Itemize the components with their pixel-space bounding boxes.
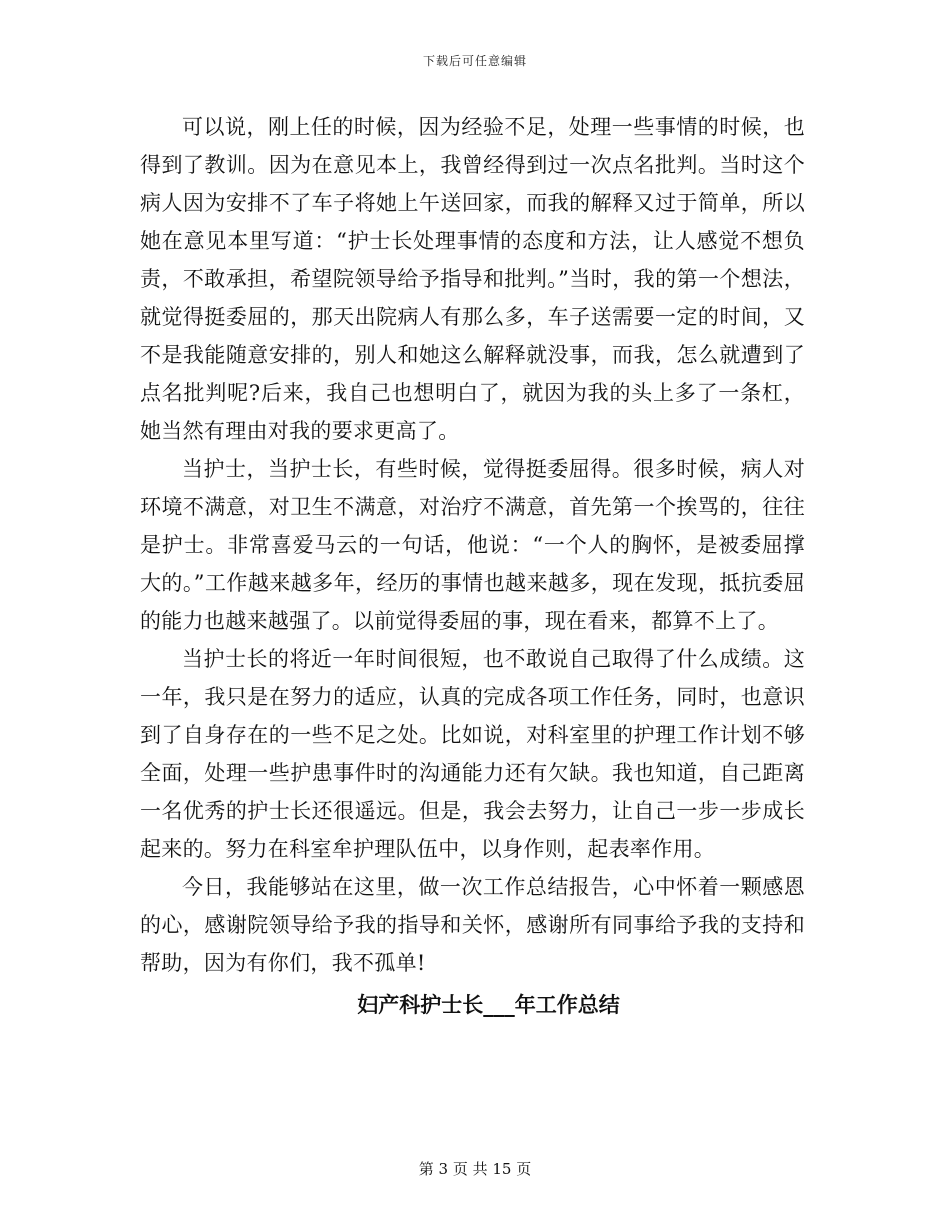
paragraph-3: 当护士长的将近一年时间很短，也不敢说自己取得了什么成绩。这一年，我只是在努力的适应，认真的完成各项工作任务，同时，也意识到了自身存在的一些不足之处。比如说，对科室里的护理工作计划不够全面，处理一些护患事件时的沟通能力还有欠缺。我也知道，自己距离一名优秀的护士长还很遥远。但是，我会去努力，让自己一步一步成长起来的。努力在科室牟护理队伍中，以身作则，起表率作用。 bbox=[140, 647, 805, 861]
document-body bbox=[140, 108, 805, 1024]
paragraph-2: 当护士，当护士长，有些时候，觉得挺委屈得。很多时候，病人对环境不满意，对卫生不满意，对治疗不满意，首先第一个挨骂的，往往是护士。非常喜爱马云的一句话，他说：“一个人的胸怀，是被委屈撑大的。”工作越来越多年，经历的事情也越来越多，现在发现，抵抗委屈的能力也越来越强了。以前觉得委屈的事，现在看来，都算不上了。 bbox=[140, 457, 805, 633]
page-header: 下载后可任意编辑 bbox=[422, 54, 527, 68]
page-number: 第 3 页 共 15 页 bbox=[418, 1160, 532, 1178]
paragraph-4: 今日，我能够站在这里，做一次工作总结报告，心中怀着一颗感恩的心，感谢院领导给予我的指导和关怀，感谢所有同事给予我的支持和帮助，因为有你们，我不孤单! bbox=[140, 875, 805, 975]
section-title: 妇产科护士长___年工作总结 bbox=[357, 992, 620, 1017]
paragraph-1: 可以说，刚上任的时候，因为经验不足，处理一些事情的时候，也得到了教训。因为在意见本上，我曾经得到过一次点名批判。当时这个病人因为安排不了车子将她上午送回家，而我的解释又过于简单，所以她在意见本里写道：“护士长处理事情的态度和方法，让人感觉不想负责，不敢承担，希望院领导给予指导和批判。”当时，我的第一个想法，就觉得挺委屈的，那天出院病人有那么多，车子送需要一定的时间，又不是我能随意安排的，别人和她这么解释就没事，而我，怎么就遭到了点名批判呢?后来，我自己也想明白了，就因为我的头上多了一条杠，她当然有理由对我的要求更高了。 bbox=[140, 115, 805, 443]
